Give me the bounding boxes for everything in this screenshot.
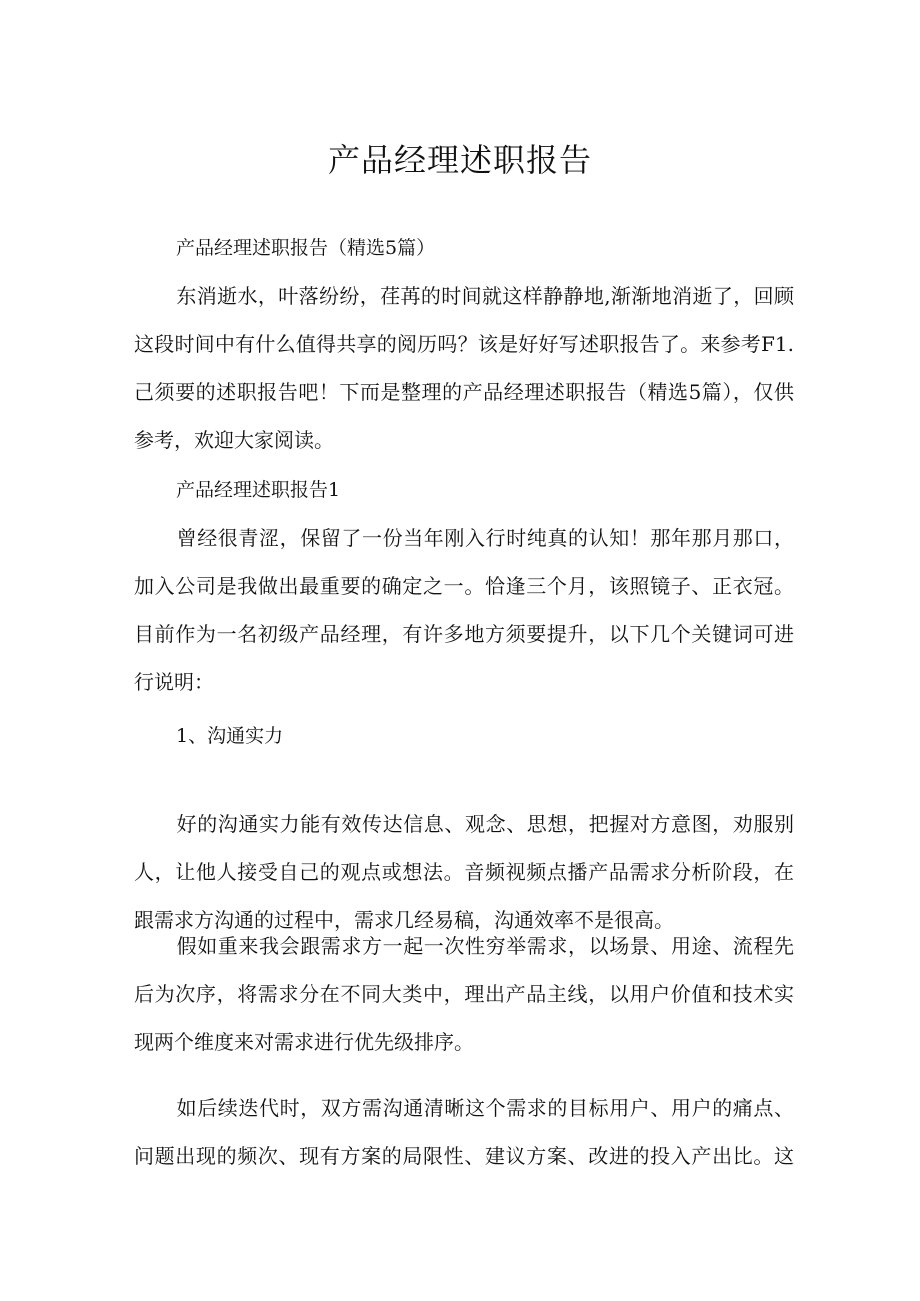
document-title: 产品经理述职报告: [327, 141, 592, 179]
section-heading-text: 产品经理述职报告1: [176, 479, 341, 501]
para3-line-2: 后为次序，将需求分在不同大类中，理出产品主线，以用户价值和技术实: [134, 982, 794, 1006]
intro-line-3: 己须要的述职报告吧！下而是整理的产品经理述职报告（精选5篇），仅供: [134, 380, 794, 404]
para2-line-2: 人，让他人接受自己的观点或想法。音频视频点播产品需求分析阶段，在: [134, 860, 794, 884]
intro-line-4: 参考，欢迎大家阅读。: [134, 428, 334, 452]
para1-line-1: 曾经很青涩，保留了一份当年刚入行时纯真的认知！那年那月那口，: [176, 526, 794, 550]
para3-line-3: 现两个维度来对需求进行优先级排序。: [134, 1030, 474, 1054]
para1-line-3: 目前作为一名初级产品经理，有许多地方须要提升，以下几个关键词可进: [134, 622, 794, 646]
section-heading: [134, 466, 794, 514]
paragraph-4: [134, 1084, 794, 1180]
para1-line-2: 加入公司是我做出最重要的确定之一。恰逢三个月，该照镜子、正衣冠。: [134, 574, 794, 598]
para4-line-1: 如后续迭代时，双方需沟通清晰这个需求的目标用户、用户的痛点、: [176, 1096, 794, 1120]
para2-line-1: 好的沟通实力能有效传达信息、观念、思想，把握对方意图，劝服别: [176, 812, 794, 836]
intro-paragraph: [134, 272, 794, 464]
para4-line-2: 问题出现的频次、现有方案的局限性、建议方案、改进的投入产出比。这: [134, 1144, 794, 1168]
paragraph-3: [134, 922, 794, 1066]
para3-line-1: 假如重来我会跟需求方一起一次性穷举需求，以场景、用途、流程先: [176, 934, 794, 958]
paragraph-1: [134, 514, 794, 706]
para2-line-3: 跟需求方沟通的过程中，需求几经易稿，沟通效率不是很高。: [134, 908, 674, 932]
intro-line-2: 这段时间中有什么值得共享的阅历吗？该是好好写述职报告了。来参考F1.: [134, 332, 794, 356]
intro-line-1: 东消逝水，叶落纷纷，荏苒的时间就这样静静地,渐渐地消逝了，回顾: [176, 284, 794, 308]
point-heading-text: 1、沟通实力: [176, 725, 284, 747]
para1-line-4: 行说明：: [134, 670, 214, 694]
document-subtitle: [134, 224, 794, 272]
subtitle-text: 产品经理述职报告（精选5篇）: [176, 237, 436, 259]
point-heading: [134, 712, 794, 760]
